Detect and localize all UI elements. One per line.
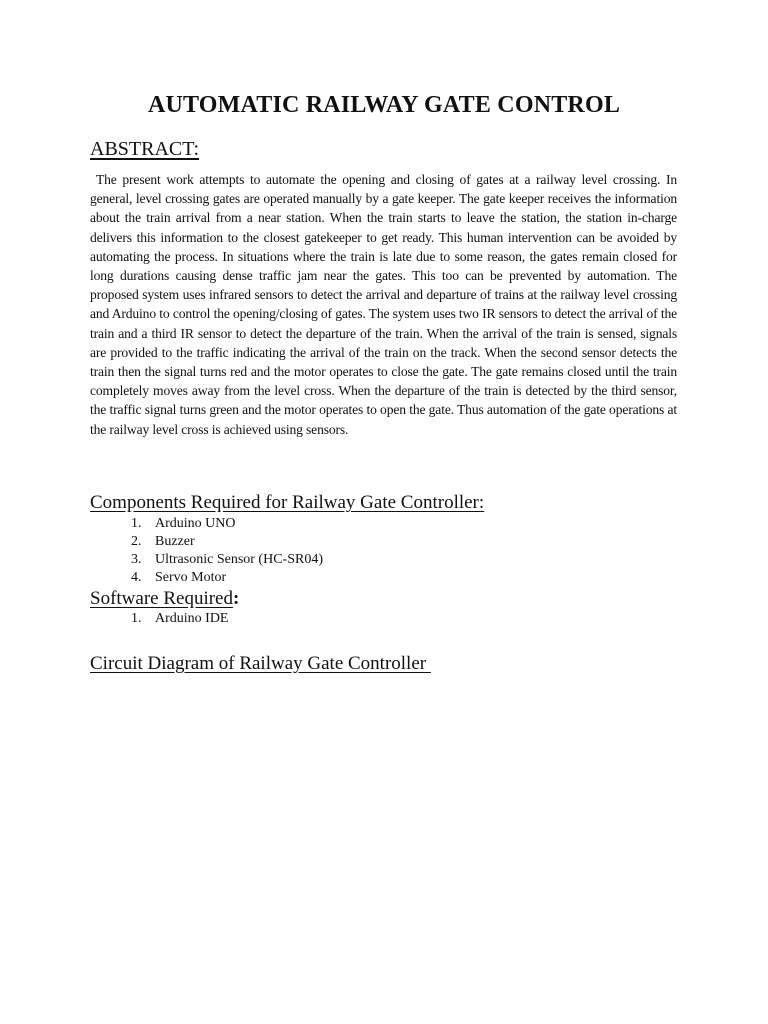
list-item-label: Ultrasonic Sensor (HC-SR04) bbox=[155, 552, 323, 567]
abstract-heading: ABSTRACT: bbox=[90, 138, 200, 160]
components-heading-text: Components Required for Railway Gate Controller: bbox=[90, 492, 485, 513]
list-item bbox=[125, 569, 323, 587]
list-item-number: 3. bbox=[131, 552, 142, 567]
list-item-number: 1. bbox=[131, 516, 142, 531]
software-heading-colon: : bbox=[232, 588, 240, 609]
circuit-heading-text: Circuit Diagram of Railway Gate Controller bbox=[90, 653, 431, 674]
list-item bbox=[125, 551, 323, 569]
list-item bbox=[125, 515, 323, 533]
list-item bbox=[125, 533, 323, 551]
list-item-label: Arduino UNO bbox=[155, 516, 236, 531]
components-list bbox=[125, 515, 323, 587]
abstract-paragraph: The present work attempts to automate the opening and closing of gates at a railway level crossing. In general, level crossing gates are operated manually by a gate keeper. The gate keeper receives the information about the train arrival from a near station. When the train starts to leave the station, the station in-charge delivers this information to the closest gatekeeper to get ready. This human intervention can be avoided by automating the process. In situations where the train is late due to some reason, the gates remain closed for long durations causing dense traffic jam near the gates. This too can be prevented by automation. The proposed system uses infrared sensors to detect the arrival and departure of trains at the railway level crossing and Arduino to control the opening/closing of gates. The system uses two IR sensors to detect the arrival of the train and a third IR sensor to detect the departure of the train. When the arrival of the train is sensed, signals are provided to the traffic indicating the arrival of the train on the track. When the second sensor detects the train then the signal turns red and the motor operates to close the gate. The gate remains closed until the train completely moves away from the level cross. When the departure of the train is detected by the third sensor, the traffic signal turns green and the motor operates to open the gate. Thus automation of the gate operations at the railway level cross is achieved using sensors. bbox=[90, 172, 677, 437]
software-heading bbox=[90, 588, 239, 610]
software-list bbox=[125, 610, 229, 628]
list-item bbox=[125, 610, 229, 628]
circuit-heading bbox=[90, 653, 431, 675]
software-heading-text: Software Required bbox=[90, 588, 233, 609]
document-title: AUTOMATIC RAILWAY GATE CONTROL bbox=[147, 92, 621, 118]
list-item-number: 4. bbox=[131, 570, 142, 585]
list-item-number: 2. bbox=[131, 534, 142, 549]
components-heading bbox=[90, 492, 484, 514]
list-item-label: Servo Motor bbox=[155, 570, 227, 585]
list-item-number: 1. bbox=[131, 611, 142, 626]
list-item-label: Buzzer bbox=[155, 534, 195, 549]
list-item-label: Arduino IDE bbox=[155, 611, 229, 626]
